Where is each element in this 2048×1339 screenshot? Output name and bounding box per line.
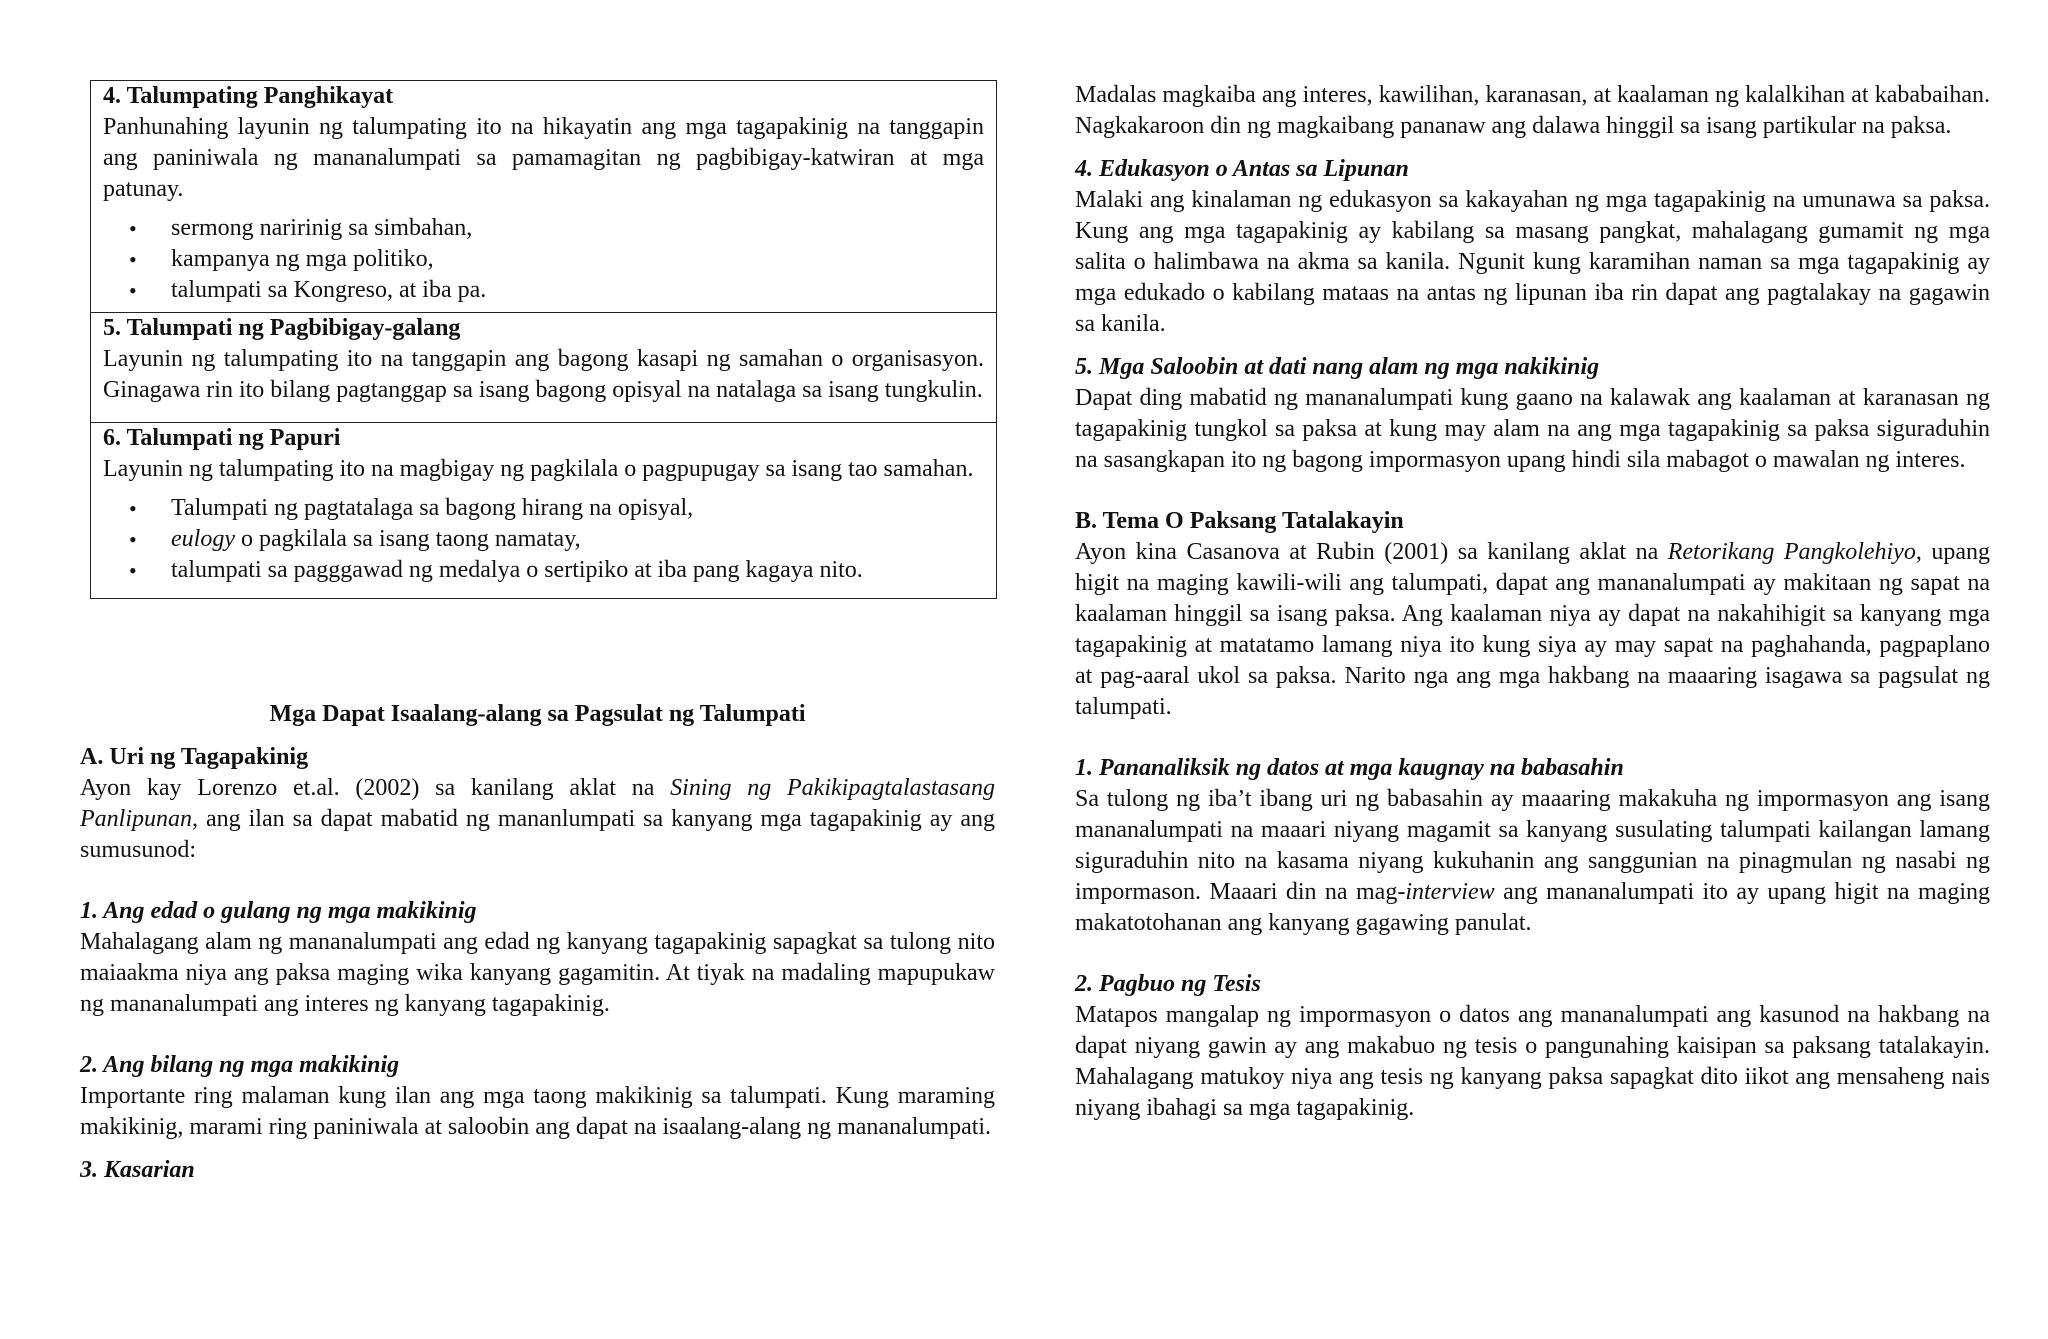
interview-term: interview bbox=[1405, 879, 1495, 905]
item-body: Mahalagang alam ng mananalumpati ang edad ng kanyang tagapakinig sapagkat sa tulong nito maiaakma niya ang paksa maging wika kanyang gagamitin. At tiyak na madaling mapupukaw ng mananalumpati ang interes ng kanyang tagapakinig. bbox=[80, 929, 995, 1017]
section-a bbox=[80, 742, 995, 866]
step-title: 2. Pagbuo ng Tesis bbox=[1075, 971, 1261, 997]
book-title: Retorikang Pangkolehiyo bbox=[1667, 539, 1916, 565]
item-body: Dapat ding mabatid ng mananalumpati kung gaano na kalawak ang kaalaman at karanasan ng tagapakinig tungkol sa paksa at kung may alam na ang mga tagapakinig sa paksa siguraduhin na sasangkapan ito ng bagong impormasyon upang hindi sila mabagot o mawalan ng interes. bbox=[1075, 385, 1990, 473]
intro-text-rest: ang ilan sa dapat mabatid ng mananlumpati sa kanyang mga tagapakinig ay ang sumusunod: bbox=[80, 806, 995, 863]
bullet-list bbox=[103, 493, 984, 586]
item-body: Malaki ang kinalaman ng edukasyon sa kakayahan ng mga tagapakinig na umunawa sa paksa. Kung ang mga tagapakinig ay kabilang sa masang pangkat, mahalagang gumamit ng mga salita o halimbawa na akma sa kanila. Ngunit kung karamihan naman sa mga tagapakinig ay mga edukado o kabilang mataas na antas ng lipunan iba rin dapat ang pagtalakay na gagawin sa kanila. bbox=[1075, 187, 1990, 337]
item-title: 1. Ang edad o gulang ng mga makikinig bbox=[80, 898, 477, 924]
table-row bbox=[91, 422, 996, 598]
list-item bbox=[103, 524, 984, 555]
section-heading: Mga Dapat Isaalang-alang sa Pagsulat ng Talumpati bbox=[269, 701, 806, 727]
item-attitudes bbox=[1075, 352, 1990, 476]
row-title: 6. Talumpati ng Papuri bbox=[103, 425, 341, 451]
intro-text: Ayon kay Lorenzo et.al. (2002) sa kanilang aklat na bbox=[80, 775, 671, 801]
row-title: 4. Talumpating Panghikayat bbox=[103, 83, 394, 109]
step-body bbox=[1075, 784, 1990, 939]
item-title: 2. Ang bilang ng mga makikinig bbox=[80, 1052, 400, 1078]
section-b-body bbox=[1075, 537, 1990, 723]
right-column bbox=[1075, 80, 1990, 1124]
item-education bbox=[1075, 154, 1990, 340]
bullet-list bbox=[103, 213, 984, 306]
table-row bbox=[91, 81, 996, 312]
step-body: Matapos mangalap ng impormasyon o datos ang mananalumpati ang kasunod na hakbang na dapat niyang gawin ay ang makabuo ng tesis o pangunahing kaisipan sa paksang tatalakayin. Mahalagang matukoy niya ang tesis ng kanyang paksa sapagkat dito iikot ang mensaheng nais niyang ibahagi sa mga tagapakinig. bbox=[1075, 1002, 1990, 1121]
row-body: Layunin ng talumpating ito na magbigay ng pagkilala o pagpupugay sa isang tao samahan. bbox=[103, 456, 974, 482]
section-b bbox=[1075, 506, 1990, 723]
item-gender-body bbox=[1075, 80, 1990, 142]
list-item: • sermong naririnig sa simbahan, bbox=[103, 213, 984, 244]
eulogy-term: eulogy bbox=[171, 526, 235, 552]
row-body: Panhunahing layunin ng talumpating ito na hikayatin ang mga tagapakinig na tanggapin ang paniniwala ng mananalumpati sa pamamagitan ng pagbibigay-katwiran at mga patunay. bbox=[103, 114, 984, 202]
eulogy-rest: o pagkilala sa isang taong namatay, bbox=[234, 526, 581, 552]
step-research bbox=[1075, 753, 1990, 939]
section-b-title: B. Tema O Paksang Tatalakayin bbox=[1075, 508, 1404, 534]
speech-types-table bbox=[90, 80, 997, 599]
body-text-rest: , upang higit na maging kawili-wili ang talumpati, dapat ang mananalumpati ay makitaan ng sapat na kaalaman hinggil sa isang paksa. Ang kaalaman niya ay dapat na nakahihigit sa kanyang mga tagapakinig at matatamo lamang niya ito kung siya ay may sapat na paghahanda, pagpaplano at pag-aaral ukol sa paksa. Narito nga ang mga hakbang na maaaring isagawa sa pagsulat ng talumpati. bbox=[1075, 539, 1991, 720]
body-text: Sa tulong ng iba’t ibang uri ng babasahin ay maaaring makakuha ng impormasyon ang isang mananalumpati na maaari niyang magamit sa kanyang susulating talumpati kailangan lamang siguraduhin nito na kasama niyang kukuhanin ang sanggunian na pinagmulan ng nasabi ng impormason. Maaari din na mag- bbox=[1075, 786, 1990, 905]
row-body: Layunin ng talumpating ito na tanggapin ang bagong kasapi ng samahan o organisasyon. Ginagawa rin ito bilang pagtanggap sa isang bagong opisyal na natalaga sa isang tungkulin. bbox=[103, 346, 984, 403]
row-title: 5. Talumpati ng Pagbibigay-galang bbox=[103, 315, 461, 341]
list-item: • Talumpati ng pagtatalaga sa bagong hirang na opisyal, bbox=[103, 493, 984, 524]
item-count bbox=[80, 1050, 995, 1143]
item-title: 5. Mga Saloobin at dati nang alam ng mga nakikinig bbox=[1075, 354, 1600, 380]
step-thesis bbox=[1075, 969, 1990, 1124]
item-body: Importante ring malaman kung ilan ang mga taong makikinig sa talumpati. Kung maraming makikinig, marami ring paniniwala at saloobin ang dapat na isaalang-alang ng mananalumpati. bbox=[80, 1083, 995, 1140]
section-a-title: A. Uri ng Tagapakinig bbox=[80, 744, 309, 770]
list-item: • talumpati sa Kongreso, at iba pa. bbox=[103, 275, 984, 306]
body-text: Ayon kina Casanova at Rubin (2001) sa kanilang aklat na bbox=[1075, 539, 1668, 565]
item-title: 4. Edukasyon o Antas sa Lipunan bbox=[1075, 156, 1409, 182]
item-title: 3. Kasarian bbox=[80, 1157, 195, 1183]
book-title: Sining ng Pakikipagtalastasang Panlipunan, bbox=[80, 775, 995, 832]
list-item: • talumpati sa pagggawad ng medalya o sertipiko at iba pang kagaya nito. bbox=[103, 555, 984, 586]
item-body: Madalas magkaiba ang interes, kawilihan, karanasan, at kaalaman ng kalalkihan at kababaihan. Nagkakaroon din ng magkaibang pananaw ang dalawa hinggil sa isang partikular na paksa. bbox=[1075, 82, 1990, 139]
left-column bbox=[80, 80, 995, 1186]
list-item: • kampanya ng mga politiko, bbox=[103, 244, 984, 275]
step-title: 1. Pananaliksik ng datos at mga kaugnay na babasahin bbox=[1075, 755, 1624, 781]
body-text-rest: ang mananalumpati ito ay upang higit na maging makatotohanan ang kanyang gagawing panulat. bbox=[1075, 879, 1991, 936]
item-gender bbox=[80, 1155, 995, 1186]
section-a-intro bbox=[80, 773, 995, 866]
table-row bbox=[91, 312, 996, 422]
item-age bbox=[80, 896, 995, 1020]
